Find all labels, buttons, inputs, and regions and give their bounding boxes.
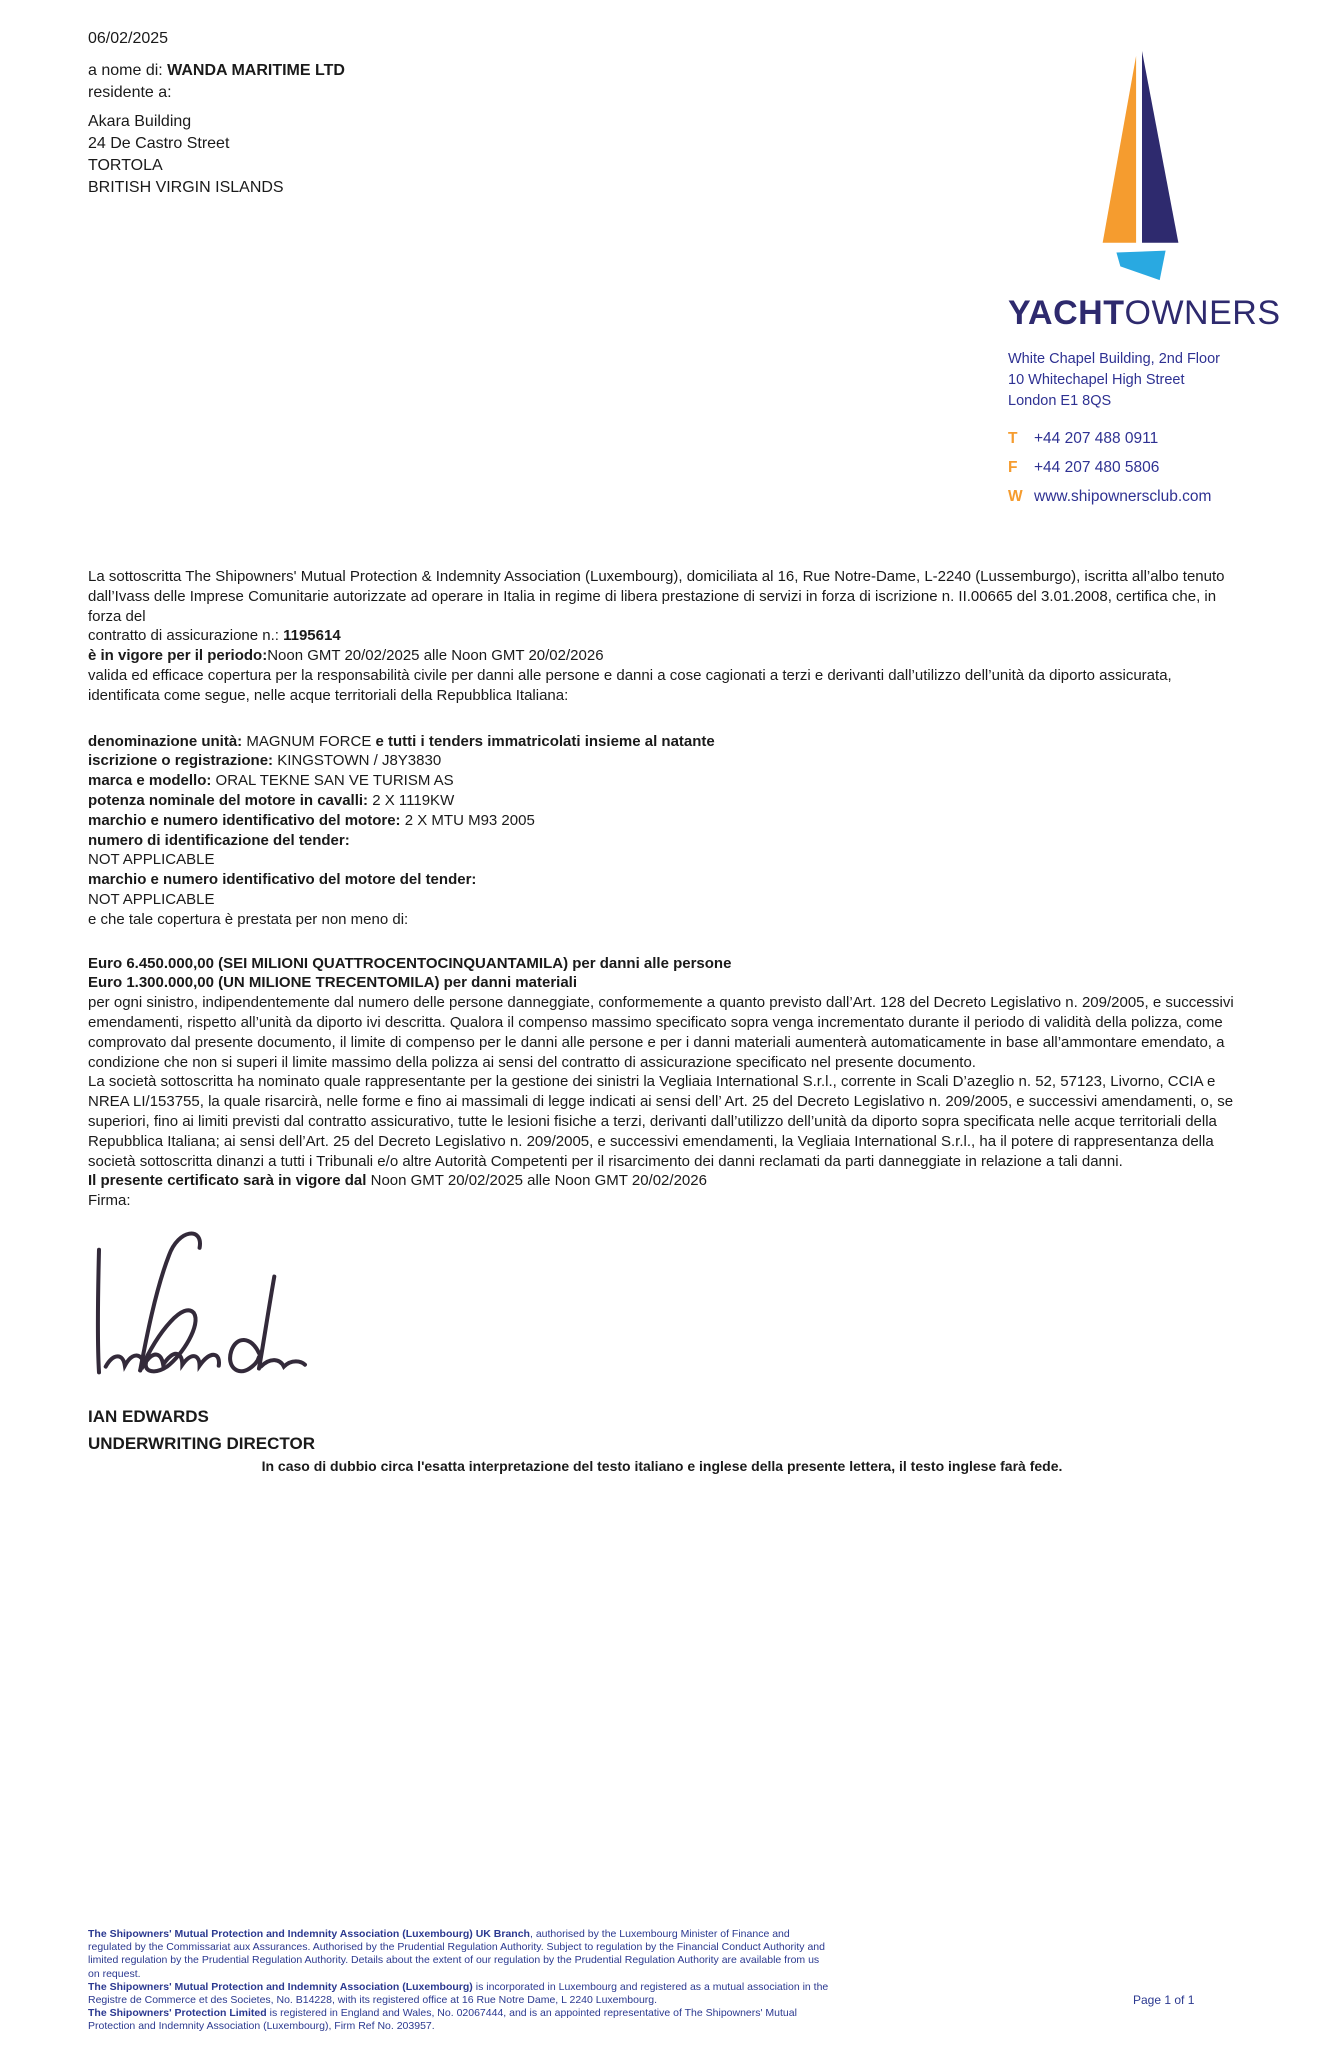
- firma-label: Firma:: [88, 1192, 131, 1210]
- brand-block: [1008, 48, 1281, 511]
- footer-paragraph-luxembourg: The Shipowners' Mutual Protection and Indemnity Association (Luxembourg) is incorporated in Luxembourg and registered as a mutual association in the Registre de Commerce et des Societes, No. B14228, with its registered office at 16 Rue Notre Dame, L 2240 Luxembourg.: [88, 1980, 829, 2007]
- claims-representative-paragraph: La società sottoscritta ha nominato quale rappresentante per la gestione dei sinistri la Vegliaia International S.r.l., corrente in Scali D’azeglio n. 52, 57123, Livorno, CCIA e NREA LI/153755, la quale risarcirà, nelle forme e fino ai massimali di legge indicati ai sensi dell’ Art. 25 del Decreto Legislativo n. 209/2005, e successivi amendamenti, o, se superiori, fino ai limiti previsti dal contratto assicurativo, tutte le lesioni fisiche a terzi, derivanti dall’utilizzo dell’unità da diporto sopra specificata nelle acque territoriali della Repubblica Italiana; ai sensi dell’Art. 25 del Decreto Legislativo n. 209/2005, e successivi emendamenti, la Vegliaia International S.r.l., ha il potere di rappresentanza della società sottoscritta dinanzi a tutti i Tribunali e/o altre Autorità Competenti per il risarcimento dei danni reclamati da parti danneggiate in relazione a tali danni.: [88, 1073, 1234, 1170]
- detail-line-potenza: potenza nominale del motore in cavalli: 2 X 1119KW: [88, 791, 455, 809]
- coverage-intro-line: e che tale copertura è prestata per non meno di:: [88, 910, 409, 928]
- detail-line-marchio-motore: marchio e numero identificativo del motore: 2 X MTU M93 2005: [88, 811, 535, 829]
- vessel-details: [88, 732, 1236, 910]
- detail-line-iscrizione: iscrizione o registrazione: KINGSTOWN / J8Y3830: [88, 752, 442, 770]
- recipient-address-line: TORTOLA: [88, 157, 163, 174]
- intro-paragraph: La sottoscritta The Shipowners' Mutual Protection & Indemnity Association (Luxembourg), domiciliata al 16, Rue Notre-Dame, L-2240 (Lussemburgo), iscritta all’albo tenuto dall’Ivass delle Imprese Comunitarie autorizzate ad operare in Italia in regime di libera prestazione di servizi in forza di iscrizione n. II.00665 del 3.01.2008, certifica che, in forza del: [88, 568, 1225, 625]
- certificate-validity-line: Il presente certificato sarà in vigore dal Noon GMT 20/02/2025 alle Noon GMT 20/02/2026: [88, 1172, 707, 1190]
- signatory-name: IAN EDWARDS: [88, 1406, 209, 1426]
- website-link[interactable]: www.shipownersclub.com: [1034, 488, 1212, 505]
- amount-material-line: Euro 1.300.000,00 (UN MILIONE TRECENTOMILA) per danni materiali: [88, 974, 578, 992]
- recipient-address-line: Akara Building: [88, 113, 192, 130]
- recipient-block: [88, 28, 345, 199]
- letter-body: [88, 567, 1236, 1477]
- contract-number-line: contratto di assicurazione n.: 1195614: [88, 627, 341, 645]
- sail-right-navy: [1142, 51, 1178, 243]
- yachtowners-wordmark: [1008, 294, 1281, 333]
- brand-address-line: London E1 8QS: [1008, 393, 1112, 409]
- recipient-address-line: 24 De Castro Street: [88, 135, 230, 152]
- handwritten-signature: [84, 1221, 319, 1403]
- brand-address: [1008, 349, 1276, 412]
- recipient-address-line: BRITISH VIRGIN ISLANDS: [88, 179, 284, 196]
- detail-line-not-applicable: NOT APPLICABLE: [88, 890, 215, 908]
- hull-lightblue: [1116, 251, 1165, 281]
- telephone-label: T: [1008, 430, 1018, 447]
- brand-contacts: [1008, 424, 1276, 511]
- wordmark-yacht: YACHT: [1008, 294, 1125, 332]
- coverage-validity-paragraph: valida ed efficace copertura per la responsabilità civile per danni alle persone e danni a cose cagionati a terzi e derivanti dall’utilizzo dell’unità da diporto assicurata, identificata come segue, nelle acque territoriali della Repubblica Italiana:: [88, 666, 1172, 704]
- signatory-title: UNDERWRITING DIRECTOR: [88, 1433, 315, 1453]
- footer-paragraph-protection-limited: The Shipowners' Protection Limited is registered in England and Wales, No. 02067444, and is an appointed representative of The Shipowners' Mutual Protection and Indemnity Association (Luxembourg), Firm Ref No. 203957.: [88, 2007, 797, 2033]
- detail-line-denominazione: denominazione unità: MAGNUM FORCE e tutti i tenders immatricolati insieme al natante: [88, 732, 715, 750]
- fax-number: +44 207 480 5806: [1034, 459, 1160, 476]
- amount-persons-line: Euro 6.450.000,00 (SEI MILIONI QUATTROCENTOCINQUANTAMILA) per danni alle persone: [88, 954, 732, 972]
- sailboat-logo-icon: [1089, 48, 1195, 286]
- validity-period-line: è in vigore per il periodo:Noon GMT 20/02/2025 alle Noon GMT 20/02/2026: [88, 647, 604, 665]
- website-label: W: [1008, 488, 1023, 505]
- recipient-name-line: a nome di: WANDA MARITIME LTD: [88, 62, 345, 79]
- coverage-amounts: [88, 954, 1236, 994]
- contact-telephone: [1008, 424, 1276, 453]
- language-disclaimer: In caso di dubbio circa l'esatta interpretazione del testo italiano e inglese della presente lettera, il testo inglese farà fede.: [261, 1457, 1063, 1474]
- detail-line-marchio-tender: marchio e numero identificativo del motore del tender:: [88, 871, 477, 889]
- page-number: Page 1 of 1: [1133, 1993, 1195, 2007]
- fax-label: F: [1008, 459, 1018, 476]
- brand-address-line: 10 Whitechapel High Street: [1008, 372, 1185, 388]
- per-ogni-sinistro-paragraph: per ogni sinistro, indipendentemente dal numero delle persone danneggiate, conformemente a quanto previsto dall’Art. 128 del Decreto Legislativo n. 209/2005, e successivi emendamenti, rispetto all’unità da diporto ivi descritta. Qualora il compenso massimo specificato sopra venga incrementato durante il periodo di validità della polizza, come comprovato dal presente documento, il limite di compenso per le danni alle persone e per i danni materiali aumenterà automaticamente in base all’ammontare emendato, a condizione che non si superi il limite massimo della polizza ai sensi del contratto di assicurazione specificato nel presente documento.: [88, 994, 1234, 1071]
- contact-website: [1008, 482, 1276, 511]
- regulatory-footer: [88, 1928, 830, 2034]
- residente-label: residente a:: [88, 84, 172, 101]
- brand-address-line: White Chapel Building, 2nd Floor: [1008, 351, 1220, 367]
- detail-line-not-applicable: NOT APPLICABLE: [88, 851, 215, 869]
- sail-left-orange: [1103, 56, 1136, 243]
- letter-date: 06/02/2025: [88, 30, 169, 47]
- detail-line-numero-tender: numero di identificazione del tender:: [88, 831, 350, 849]
- contact-fax: [1008, 453, 1276, 482]
- recipient-address: [88, 111, 345, 199]
- footer-paragraph-uk-branch: The Shipowners' Mutual Protection and Indemnity Association (Luxembourg) UK Branch, authorised by the Luxembourg Minister of Finance and regulated by the Commissariat aux Assurances. Authorised by the Prudential Regulation Authority. Subject to regulation by the Financial Conduct Authority and limited regulation by the Prudential Regulation Authority. Details about the extent of our regulation by the Prudential Regulation Authority are available from us on request.: [88, 1928, 825, 1980]
- detail-line-marca: marca e modello: ORAL TEKNE SAN VE TURISM AS: [88, 772, 454, 790]
- wordmark-owners: OWNERS: [1124, 294, 1281, 332]
- telephone-number: +44 207 488 0911: [1034, 430, 1159, 447]
